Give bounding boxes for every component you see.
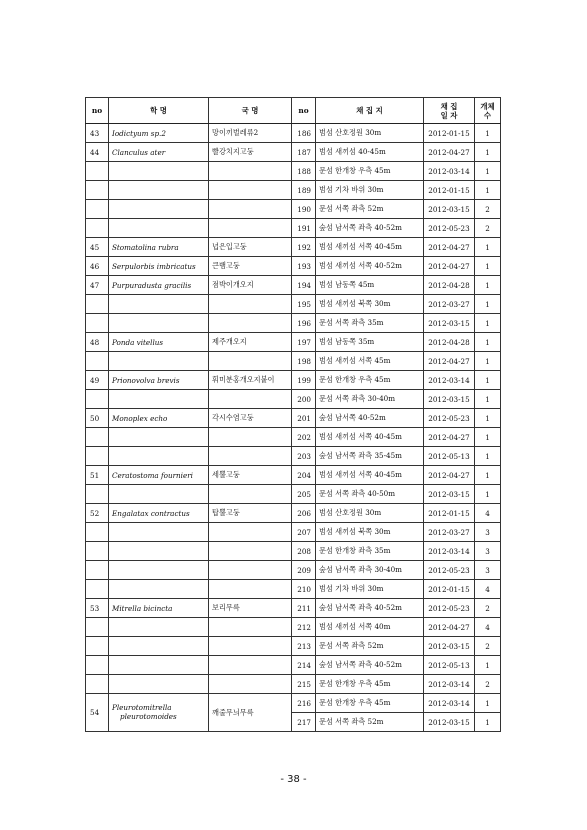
collection-date-cell: 2012-03-14: [424, 694, 475, 713]
collection-site-cell: 숲섬 남서쪽 좌측 30-40m: [316, 561, 424, 580]
scientific-name-cell: [109, 219, 209, 238]
scientific-name-cell: Serpulorbis imbricatus: [109, 257, 209, 276]
collection-date-cell: 2012-04-27: [424, 428, 475, 447]
table-row: [86, 295, 501, 314]
count-cell: 1: [475, 181, 501, 200]
table-row: [86, 333, 501, 352]
count-cell: 3: [475, 523, 501, 542]
collection-date-cell: 2012-01-15: [424, 580, 475, 599]
count-cell: 1: [475, 314, 501, 333]
count-cell: 1: [475, 143, 501, 162]
table-row: [86, 656, 501, 675]
species-no-cell: 47: [86, 276, 109, 295]
scientific-name-cell: Engalatax contractus: [109, 504, 209, 523]
table-row: [86, 257, 501, 276]
header-scientific-name: 학 명: [109, 98, 209, 124]
species-no-cell: [86, 219, 109, 238]
scientific-name-cell: [109, 523, 209, 542]
count-cell: 1: [475, 447, 501, 466]
count-cell: 1: [475, 162, 501, 181]
specimen-no-cell: 196: [292, 314, 316, 333]
species-no-cell: 46: [86, 257, 109, 276]
table-row: [86, 523, 501, 542]
korean-name-cell: 넙은입고둥: [209, 238, 292, 257]
table-row: [86, 276, 501, 295]
species-no-cell: 50: [86, 409, 109, 428]
count-cell: 3: [475, 542, 501, 561]
species-no-cell: 51: [86, 466, 109, 485]
collection-site-cell: 문섬 한개창 우측 45m: [316, 371, 424, 390]
table-row: [86, 124, 501, 143]
species-no-cell: [86, 637, 109, 656]
collection-site-cell: 문섬 한개창 우측 45m: [316, 694, 424, 713]
table-row: [86, 618, 501, 637]
table-row: [86, 485, 501, 504]
count-cell: 2: [475, 200, 501, 219]
species-no-cell: 44: [86, 143, 109, 162]
scientific-name-cell: [109, 181, 209, 200]
specimen-no-cell: 205: [292, 485, 316, 504]
table-row: [86, 580, 501, 599]
scientific-name-cell: [109, 295, 209, 314]
specimen-no-cell: 193: [292, 257, 316, 276]
scientific-name-cell: [109, 162, 209, 181]
collection-site-cell: 문섬 서쪽 좌측 30-40m: [316, 390, 424, 409]
collection-site-cell: 숲섬 남서쪽 좌측 40-52m: [316, 219, 424, 238]
species-no-cell: [86, 181, 109, 200]
species-no-cell: [86, 618, 109, 637]
scientific-name-cell: [109, 656, 209, 675]
species-no-cell: [86, 390, 109, 409]
specimen-no-cell: 188: [292, 162, 316, 181]
specimen-no-cell: 204: [292, 466, 316, 485]
table-row: [86, 371, 501, 390]
species-no-cell: [86, 314, 109, 333]
specimen-no-cell: 200: [292, 390, 316, 409]
specimen-no-cell: 197: [292, 333, 316, 352]
table-header-row: [86, 98, 501, 124]
collection-site-cell: 문섬 서쪽 좌측 52m: [316, 713, 424, 732]
collection-site-cell: 범섬 새끼섬 북쪽 30m: [316, 295, 424, 314]
species-no-cell: [86, 580, 109, 599]
collection-date-cell: 2012-04-27: [424, 618, 475, 637]
table-row: [86, 599, 501, 618]
korean-name-cell: [209, 162, 292, 181]
table-row: [86, 466, 501, 485]
table-row: [86, 352, 501, 371]
collection-site-cell: 문섬 한개창 좌측 35m: [316, 542, 424, 561]
korean-name-cell: 망이끼벌레류2: [209, 124, 292, 143]
table-row: [86, 143, 501, 162]
scientific-name-cell: [109, 618, 209, 637]
header-no: no: [86, 98, 109, 124]
scientific-name-cell: [109, 694, 209, 732]
header-count-line2: 수: [483, 110, 492, 120]
specimen-no-cell: 191: [292, 219, 316, 238]
specimen-no-cell: 194: [292, 276, 316, 295]
collection-site-cell: 문섬 서쪽 좌측 52m: [316, 637, 424, 656]
korean-name-cell: 탑뿔고둥: [209, 504, 292, 523]
count-cell: 1: [475, 352, 501, 371]
scientific-name-cell: Purpuradusta gracilis: [109, 276, 209, 295]
scientific-name-cell: Mitrella bicincta: [109, 599, 209, 618]
collection-date-cell: 2012-05-23: [424, 219, 475, 238]
scientific-name-cell: Ponda vitellus: [109, 333, 209, 352]
species-no-cell: [86, 542, 109, 561]
table-row: [86, 637, 501, 656]
count-cell: 1: [475, 257, 501, 276]
species-no-cell: [86, 485, 109, 504]
species-no-cell: [86, 656, 109, 675]
scientific-name-line2: pleurotomoides: [120, 711, 177, 721]
korean-name-cell: 세뿔고둥: [209, 466, 292, 485]
header-count: [475, 98, 501, 124]
collection-date-cell: 2012-03-27: [424, 295, 475, 314]
header-collection-site: 채 집 지: [316, 98, 424, 124]
specimen-no-cell: 210: [292, 580, 316, 599]
header-specimen-no: no: [292, 98, 316, 124]
korean-name-cell: [209, 523, 292, 542]
collection-date-cell: 2012-04-28: [424, 333, 475, 352]
specimen-no-cell: 208: [292, 542, 316, 561]
korean-name-cell: [209, 656, 292, 675]
collection-date-cell: 2012-05-23: [424, 409, 475, 428]
species-no-cell: [86, 295, 109, 314]
species-no-cell: 53: [86, 599, 109, 618]
specimen-no-cell: 201: [292, 409, 316, 428]
table-row: [86, 219, 501, 238]
scientific-name-cell: [109, 314, 209, 333]
collection-site-cell: 범섬 산호정원 30m: [316, 504, 424, 523]
korean-name-cell: [209, 618, 292, 637]
count-cell: 2: [475, 637, 501, 656]
table-row: [86, 675, 501, 694]
scientific-name-cell: [109, 428, 209, 447]
scientific-name-cell: Ceratostoma fournieri: [109, 466, 209, 485]
specimen-table: [85, 97, 501, 732]
korean-name-cell: [209, 485, 292, 504]
collection-date-cell: 2012-04-28: [424, 276, 475, 295]
scientific-name-cell: [109, 675, 209, 694]
collection-date-cell: 2012-03-14: [424, 371, 475, 390]
table-row: [86, 200, 501, 219]
korean-name-cell: 점박이개오지: [209, 276, 292, 295]
collection-site-cell: 범섬 새끼섬 서쪽 40-45m: [316, 238, 424, 257]
scientific-name-cell: [109, 542, 209, 561]
collection-site-cell: 숲섬 남서쪽 좌측 35-45m: [316, 447, 424, 466]
page-number: - 38 -: [280, 774, 307, 785]
korean-name-cell: [209, 314, 292, 333]
collection-date-cell: 2012-04-27: [424, 143, 475, 162]
korean-name-cell: 휘미분홍개오지붙이: [209, 371, 292, 390]
scientific-name-cell: Prionovolva brevis: [109, 371, 209, 390]
specimen-no-cell: 213: [292, 637, 316, 656]
specimen-no-cell: 186: [292, 124, 316, 143]
scientific-name-cell: [109, 390, 209, 409]
korean-name-cell: 보리무륵: [209, 599, 292, 618]
count-cell: 1: [475, 333, 501, 352]
korean-name-cell: [209, 428, 292, 447]
collection-date-cell: 2012-01-15: [424, 124, 475, 143]
collection-date-cell: 2012-03-15: [424, 637, 475, 656]
specimen-no-cell: 203: [292, 447, 316, 466]
collection-date-cell: 2012-05-13: [424, 656, 475, 675]
specimen-no-cell: 216: [292, 694, 316, 713]
species-no-cell: [86, 447, 109, 466]
count-cell: 1: [475, 656, 501, 675]
collection-site-cell: 범섬 기차 바위 30m: [316, 580, 424, 599]
species-no-cell: 49: [86, 371, 109, 390]
scientific-name-cell: [109, 637, 209, 656]
collection-site-cell: 범섬 남동쪽 45m: [316, 276, 424, 295]
korean-name-cell: 깨줄무늬무륵: [209, 694, 292, 732]
count-cell: 4: [475, 618, 501, 637]
collection-date-cell: 2012-05-23: [424, 561, 475, 580]
header-collection-date: [424, 98, 475, 124]
count-cell: 2: [475, 219, 501, 238]
collection-site-cell: 범섬 새끼섬 서쪽 45m: [316, 352, 424, 371]
korean-name-cell: [209, 200, 292, 219]
table-row: [86, 504, 501, 523]
collection-date-cell: 2012-03-15: [424, 200, 475, 219]
collection-date-cell: 2012-03-15: [424, 314, 475, 333]
table-row: [86, 238, 501, 257]
count-cell: 2: [475, 599, 501, 618]
korean-name-cell: [209, 181, 292, 200]
count-cell: 1: [475, 694, 501, 713]
table-row: [86, 162, 501, 181]
specimen-no-cell: 214: [292, 656, 316, 675]
table-row: [86, 542, 501, 561]
count-cell: 4: [475, 504, 501, 523]
specimen-no-cell: 199: [292, 371, 316, 390]
specimen-no-cell: 198: [292, 352, 316, 371]
collection-site-cell: 문섬 한개창 우측 45m: [316, 675, 424, 694]
collection-date-cell: 2012-04-27: [424, 466, 475, 485]
collection-date-cell: 2012-04-27: [424, 352, 475, 371]
header-date-line1: 채 집: [440, 101, 458, 111]
species-no-cell: [86, 675, 109, 694]
collection-site-cell: 문섬 한개창 우측 45m: [316, 162, 424, 181]
collection-site-cell: 범섬 새끼섬 서쪽 40-45m: [316, 466, 424, 485]
collection-site-cell: 범섬 기차 바위 30m: [316, 181, 424, 200]
collection-site-cell: 범섬 새끼섬 서쪽 40-52m: [316, 257, 424, 276]
specimen-no-cell: 195: [292, 295, 316, 314]
collection-date-cell: 2012-01-15: [424, 504, 475, 523]
species-no-cell: 43: [86, 124, 109, 143]
specimen-no-cell: 207: [292, 523, 316, 542]
scientific-name-cell: [109, 447, 209, 466]
count-cell: 1: [475, 276, 501, 295]
species-no-cell: 45: [86, 238, 109, 257]
specimen-no-cell: 206: [292, 504, 316, 523]
collection-site-cell: 범섬 새끼섬 북쪽 30m: [316, 523, 424, 542]
korean-name-cell: [209, 447, 292, 466]
specimen-no-cell: 211: [292, 599, 316, 618]
count-cell: 1: [475, 713, 501, 732]
species-no-cell: [86, 561, 109, 580]
species-no-cell: [86, 162, 109, 181]
specimen-no-cell: 192: [292, 238, 316, 257]
collection-site-cell: 숲섬 남서쪽 좌측 40-52m: [316, 656, 424, 675]
collection-date-cell: 2012-03-14: [424, 675, 475, 694]
count-cell: 1: [475, 485, 501, 504]
korean-name-cell: [209, 295, 292, 314]
table-row: [86, 694, 501, 713]
specimen-no-cell: 187: [292, 143, 316, 162]
count-cell: 3: [475, 561, 501, 580]
header-korean-name: 국 명: [209, 98, 292, 124]
count-cell: 2: [475, 675, 501, 694]
species-no-cell: [86, 523, 109, 542]
species-no-cell: 54: [86, 694, 109, 732]
collection-site-cell: 문섬 서쪽 좌측 40-50m: [316, 485, 424, 504]
count-cell: 4: [475, 580, 501, 599]
specimen-no-cell: 209: [292, 561, 316, 580]
collection-date-cell: 2012-04-27: [424, 257, 475, 276]
collection-site-cell: 범섬 남동쪽 35m: [316, 333, 424, 352]
specimen-no-cell: 212: [292, 618, 316, 637]
count-cell: 1: [475, 390, 501, 409]
table-body: [86, 124, 501, 732]
korean-name-cell: [209, 580, 292, 599]
table-row: [86, 409, 501, 428]
count-cell: 1: [475, 295, 501, 314]
specimen-no-cell: 217: [292, 713, 316, 732]
scientific-name-cell: [109, 580, 209, 599]
korean-name-cell: 제주개오지: [209, 333, 292, 352]
collection-site-cell: 범섬 새끼섬 서쪽 40m: [316, 618, 424, 637]
specimen-no-cell: 189: [292, 181, 316, 200]
scientific-name-cell: Clanculus ater: [109, 143, 209, 162]
collection-date-cell: 2012-05-23: [424, 599, 475, 618]
scientific-name-cell: Stomatolina rubra: [109, 238, 209, 257]
specimen-no-cell: 202: [292, 428, 316, 447]
scientific-name-cell: Iodictyum sp.2: [109, 124, 209, 143]
count-cell: 1: [475, 466, 501, 485]
collection-site-cell: 숲섬 남서쪽 40-52m: [316, 409, 424, 428]
collection-date-cell: 2012-03-15: [424, 713, 475, 732]
collection-date-cell: 2012-03-14: [424, 162, 475, 181]
table-row: [86, 561, 501, 580]
count-cell: 1: [475, 124, 501, 143]
table-row: [86, 314, 501, 333]
scientific-name-cell: Monoplex echo: [109, 409, 209, 428]
collection-site-cell: 범섬 새끼섬 서쪽 40-45m: [316, 428, 424, 447]
collection-site-cell: 범섬 산호정원 30m: [316, 124, 424, 143]
table-row: [86, 181, 501, 200]
species-no-cell: [86, 200, 109, 219]
collection-date-cell: 2012-03-15: [424, 390, 475, 409]
collection-site-cell: 문섬 서쪽 좌측 52m: [316, 200, 424, 219]
header-date-line2: 일 자: [440, 110, 458, 120]
collection-date-cell: 2012-03-15: [424, 485, 475, 504]
collection-date-cell: 2012-04-27: [424, 238, 475, 257]
header-count-line1: 개체: [480, 101, 495, 111]
species-no-cell: [86, 428, 109, 447]
scientific-name-cell: [109, 352, 209, 371]
collection-date-cell: 2012-03-27: [424, 523, 475, 542]
species-no-cell: 52: [86, 504, 109, 523]
table-row: [86, 428, 501, 447]
species-no-cell: 48: [86, 333, 109, 352]
korean-name-cell: 각시수염고둥: [209, 409, 292, 428]
count-cell: 1: [475, 409, 501, 428]
collection-site-cell: 문섬 서쪽 좌측 35m: [316, 314, 424, 333]
scientific-name-line1: Pleurotomitrella: [112, 703, 172, 712]
korean-name-cell: [209, 219, 292, 238]
table-row: [86, 447, 501, 466]
scientific-name-cell: [109, 561, 209, 580]
korean-name-cell: [209, 390, 292, 409]
scientific-name-cell: [109, 200, 209, 219]
collection-date-cell: 2012-05-13: [424, 447, 475, 466]
collection-date-cell: 2012-03-14: [424, 542, 475, 561]
korean-name-cell: 큰뱀고둥: [209, 257, 292, 276]
korean-name-cell: [209, 542, 292, 561]
korean-name-cell: [209, 561, 292, 580]
species-no-cell: [86, 352, 109, 371]
count-cell: 1: [475, 371, 501, 390]
korean-name-cell: [209, 637, 292, 656]
count-cell: 1: [475, 238, 501, 257]
scientific-name-cell: [109, 485, 209, 504]
collection-site-cell: 범섬 새끼섬 40-45m: [316, 143, 424, 162]
collection-date-cell: 2012-01-15: [424, 181, 475, 200]
specimen-no-cell: 215: [292, 675, 316, 694]
korean-name-cell: [209, 675, 292, 694]
table-row: [86, 390, 501, 409]
collection-site-cell: 숲섬 남서쪽 좌측 40-52m: [316, 599, 424, 618]
korean-name-cell: 빨강치지고둥: [209, 143, 292, 162]
count-cell: 1: [475, 428, 501, 447]
specimen-no-cell: 190: [292, 200, 316, 219]
korean-name-cell: [209, 352, 292, 371]
